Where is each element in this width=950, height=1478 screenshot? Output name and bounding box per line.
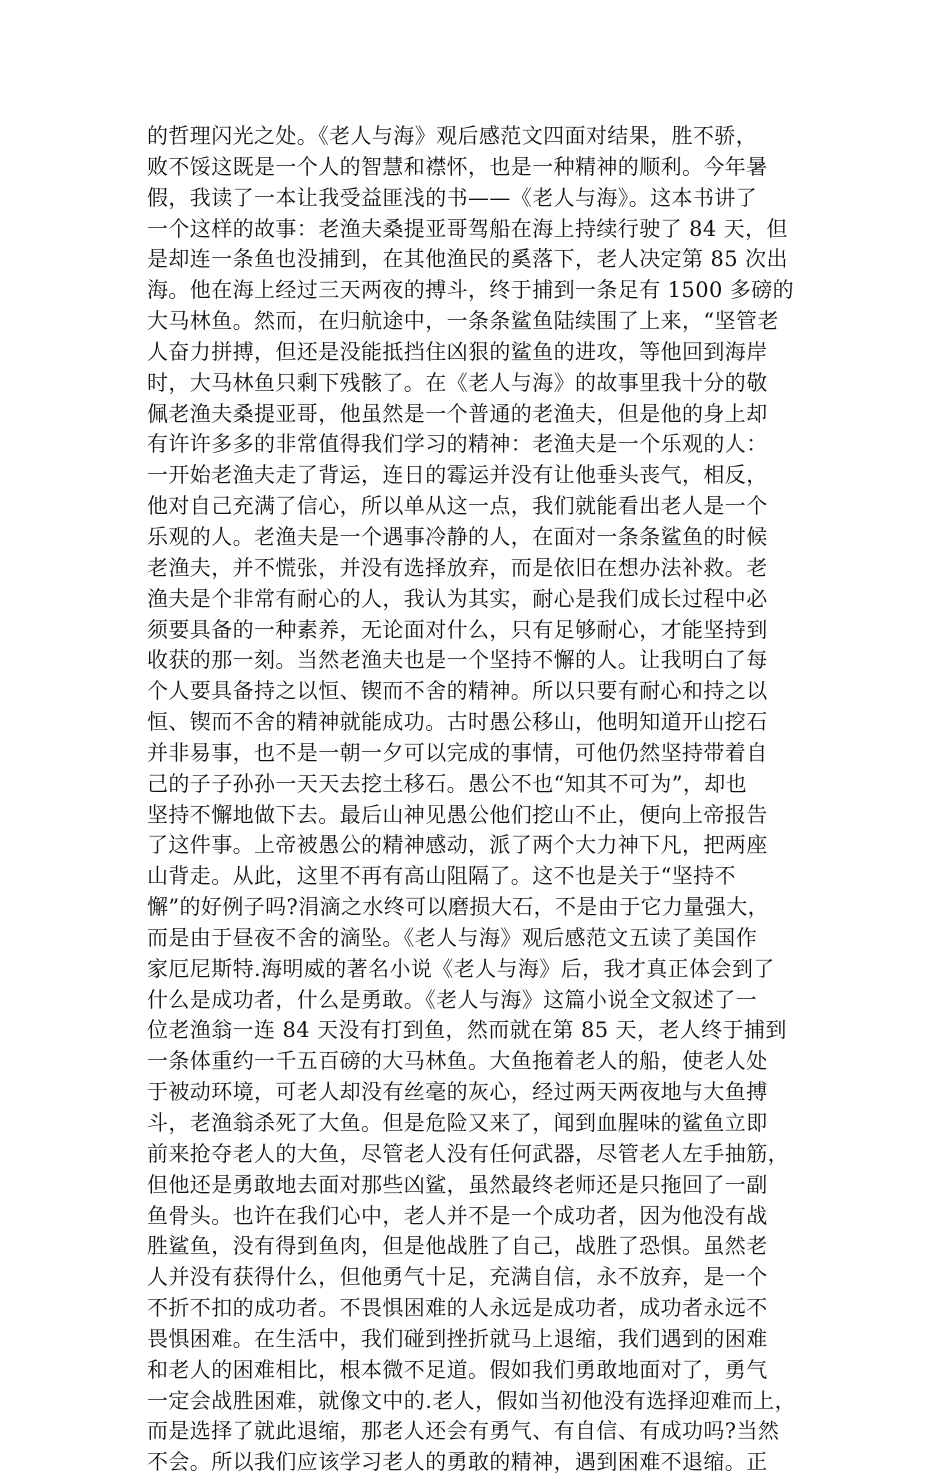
- text-line: 他对自己充满了信心，所以单从这一点，我们就能看出老人是一个: [147, 494, 768, 519]
- body-text: [147, 121, 827, 1478]
- text-line: 什么是成功者，什么是勇敢。《老人与海》这篇小说全文叙述了一: [147, 987, 758, 1012]
- text-line: 了这件事。上帝被愚公的精神感动，派了两个大力神下凡，把两座: [147, 833, 768, 858]
- text-line: 败不馁这既是一个人的智慧和襟怀，也是一种精神的顺利。今年暑: [147, 154, 768, 179]
- text-line: 前来抢夺老人的大鱼，尽管老人没有任何武器，尽管老人左手抽筋，: [147, 1141, 789, 1166]
- text-line: 而是选择了就此退缩，那老人还会有勇气、有自信、有成功吗?当然: [147, 1419, 780, 1444]
- text-line: 假，我读了一本让我受益匪浅的书——《老人与海》。这本书讲了: [147, 185, 758, 210]
- text-line: 大马林鱼。然而，在归航途中，一条条鲨鱼陆续围了上来，“坚管老: [147, 309, 779, 334]
- text-line: 不折不扣的成功者。不畏惧困难的人永远是成功者，成功者永远不: [147, 1296, 768, 1321]
- text-line: 一开始老渔夫走了背运，连日的霉运并没有让他垂头丧气，相反，: [147, 463, 768, 488]
- text-line: 坚持不懈地做下去。最后山神见愚公他们挖山不止，便向上帝报告: [147, 802, 768, 827]
- text-line: 一条体重约一千五百磅的大马林鱼。大鱼拖着老人的船，使老人处: [147, 1049, 768, 1074]
- text-line: 斗，老渔翁杀死了大鱼。但是危险又来了，闻到血腥味的鲨鱼立即: [147, 1111, 768, 1135]
- text-line: 位老渔翁一连 84 天没有打到鱼，然而就在第 85 天，老人终于捕到: [147, 1018, 787, 1043]
- text-line: 一定会战胜困难，就像文中的.老人，假如当初他没有选择迎难而上，: [147, 1388, 797, 1413]
- text-line: 懈”的好例子吗?涓滴之水终可以磨损大石，不是由于它力量强大，: [147, 895, 769, 920]
- text-line: 海。他在海上经过三天两夜的搏斗，终于捕到一条足有 1500 多磅的: [147, 278, 794, 303]
- text-line: 人奋力拼搏，但还是没能抵挡住凶狠的鲨鱼的进攻，等他回到海岸: [147, 339, 768, 364]
- text-line: 乐观的人。老渔夫是一个遇事冷静的人，在面对一条条鲨鱼的时候: [147, 524, 768, 549]
- text-line: 的哲理闪光之处。《老人与海》观后感范文四面对结果，胜不骄，: [147, 124, 758, 148]
- text-line: 家厄尼斯特.海明威的著名小说《老人与海》后，我才真正体会到了: [147, 956, 775, 981]
- text-line: 于被动环境，可老人却没有丝毫的灰心，经过两天两夜地与大鱼搏: [147, 1080, 768, 1105]
- text-line: 而是由于昼夜不舍的滴坠。《老人与海》观后感范文五读了美国作: [147, 925, 758, 950]
- text-line: 是却连一条鱼也没捕到，在其他渔民的奚落下，老人决定第 85 次出: [147, 247, 788, 272]
- text-line: 但他还是勇敢地去面对那些凶鲨，虽然最终老师还是只拖回了一副: [147, 1172, 768, 1197]
- text-line: 不会。所以我们应该学习老人的勇敢的精神，遇到困难不退缩。正: [147, 1450, 768, 1475]
- text-line: 时，大马林鱼只剩下残骸了。在《老人与海》的故事里我十分的敬: [147, 370, 768, 395]
- text-line: 己的子子孙孙一天天去挖土移石。愚公不也“知其不可为”，却也: [147, 771, 748, 796]
- text-line: 和老人的困难相比，根本微不足道。假如我们勇敢地面对了，勇气: [147, 1357, 768, 1382]
- text-line: 山背走。从此，这里不再有高山阻隔了。这不也是关于“坚持不: [147, 864, 736, 889]
- text-line: 并非易事，也不是一朝一夕可以完成的事情，可他仍然坚持带着自: [147, 740, 768, 765]
- text-line: 须要具备的一种素养，无论面对什么，只有足够耐心，才能坚持到: [147, 617, 768, 642]
- text-line: 鱼骨头。也许在我们心中，老人并不是一个成功者，因为他没有战: [147, 1203, 768, 1228]
- text-line: 人并没有获得什么，但他勇气十足，充满自信，永不放弃，是一个: [147, 1265, 768, 1290]
- text-line: 佩老渔夫桑提亚哥，他虽然是一个普通的老渔夫，但是他的身上却: [147, 401, 768, 426]
- text-line: 个人要具备持之以恒、锲而不舍的精神。所以只要有耐心和持之以: [147, 679, 768, 704]
- text-line: 老渔夫，并不慌张，并没有选择放弃，而是依旧在想办法补救。老: [147, 555, 768, 580]
- text-line: 畏惧困难。在生活中，我们碰到挫折就马上退缩，我们遇到的困难: [147, 1326, 768, 1351]
- text-line: 一个这样的故事：老渔夫桑提亚哥驾船在海上持续行驶了 84 天，但: [147, 216, 788, 241]
- text-line: 胜鲨鱼，没有得到鱼肉，但是他战胜了自己，战胜了恐惧。虽然老: [147, 1234, 768, 1259]
- text-line: 收获的那一刻。当然老渔夫也是一个坚持不懈的人。让我明白了每: [147, 648, 768, 673]
- text-line: 恒、锲而不舍的精神就能成功。古时愚公移山，他明知道开山挖石: [147, 710, 768, 735]
- text-line: 有许许多多的非常值得我们学习的精神：老渔夫是一个乐观的人：: [147, 432, 768, 457]
- text-line: 渔夫是个非常有耐心的人，我认为其实，耐心是我们成长过程中必: [147, 586, 768, 611]
